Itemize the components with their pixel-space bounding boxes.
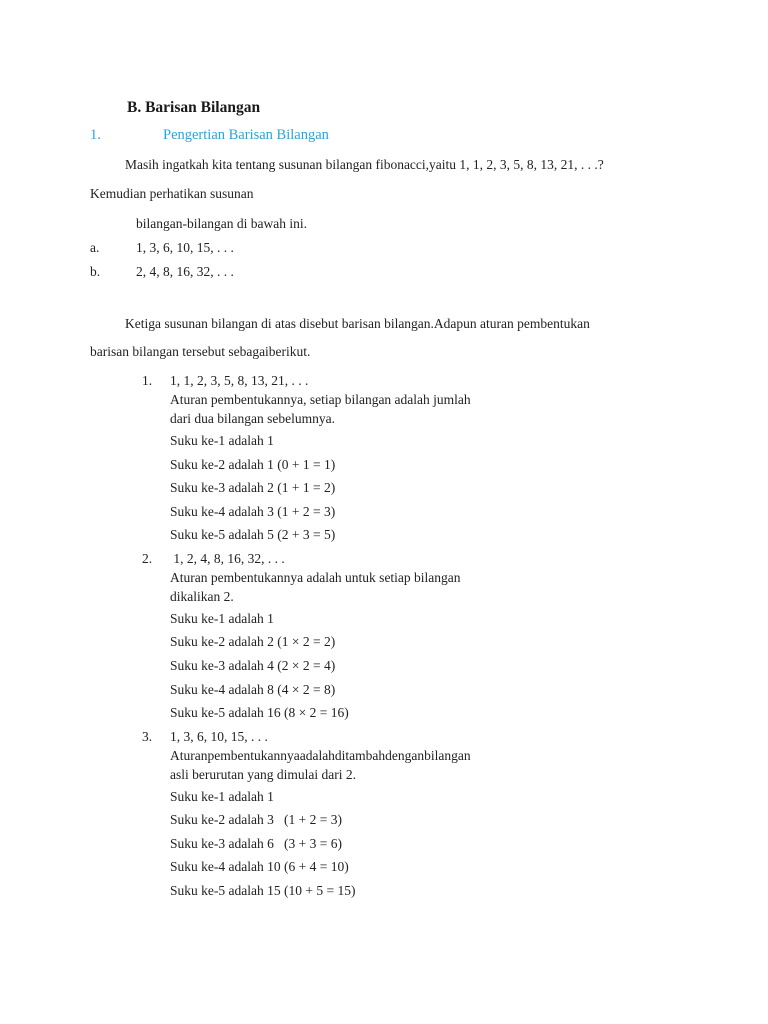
explanation-line-1: Ketiga susunan bilangan di atas disebut barisan bilangan.Adapun aturan pembentukan [125,316,590,331]
term-line: Suku ke-4 adalah 8 (4 × 2 = 8) [170,682,336,697]
rule-number: 2. [142,551,153,566]
term-line: Suku ke-2 adalah 1 (0 + 1 = 1) [170,457,336,472]
rule-description: dari dua bilangan sebelumnya. [170,411,335,426]
rule-description: asli berurutan yang dimulai dari 2. [170,767,356,782]
rule-number: 1. [142,373,153,388]
intro-line-1: Masih ingatkah kita tentang susunan bilangan fibonacci,yaitu 1, 1, 2, 3, 5, 8, 13, 21, . . .? [125,157,604,172]
subsection-number: 1. [90,127,101,143]
rule-description: Aturanpembentukannyaadalahditambahdenganbilangan [170,748,471,763]
term-line: Suku ke-1 adalah 1 [170,789,274,804]
example-label: b. [90,264,101,279]
explanation-line-2: barisan bilangan tersebut sebagaiberikut. [90,344,311,359]
term-line: Suku ke-1 adalah 1 [170,433,274,448]
example-label: a. [90,240,100,255]
intro-line-2: Kemudian perhatikan susunan [90,186,254,201]
subsection-title: Pengertian Barisan Bilangan [163,127,329,143]
rule-description: Aturan pembentukannya, setiap bilangan adalah jumlah [170,392,471,407]
term-line: Suku ke-4 adalah 3 (1 + 2 = 3) [170,504,336,519]
rule-sequence: 1, 1, 2, 3, 5, 8, 13, 21, . . . [170,373,309,388]
term-line: Suku ke-2 adalah 2 (1 × 2 = 2) [170,634,336,649]
rule-sequence: 1, 2, 4, 8, 16, 32, . . . [170,551,285,566]
term-line: Suku ke-1 adalah 1 [170,611,274,626]
example-text: 2, 4, 8, 16, 32, . . . [136,264,234,279]
term-line: Suku ke-3 adalah 2 (1 + 1 = 2) [170,480,336,495]
rule-number: 3. [142,729,153,744]
term-line: Suku ke-3 adalah 4 (2 × 2 = 4) [170,658,336,673]
rule-sequence: 1, 3, 6, 10, 15, . . . [170,729,268,744]
term-line: Suku ke-3 adalah 6 (3 + 3 = 6) [170,836,342,851]
example-text: 1, 3, 6, 10, 15, . . . [136,240,234,255]
term-line: Suku ke-5 adalah 15 (10 + 5 = 15) [170,883,356,898]
section-title: B. Barisan Bilangan [127,99,261,116]
term-line: Suku ke-4 adalah 10 (6 + 4 = 10) [170,859,349,874]
intro-line-3: bilangan-bilangan di bawah ini. [136,216,307,231]
term-line: Suku ke-5 adalah 16 (8 × 2 = 16) [170,705,349,720]
term-line: Suku ke-2 adalah 3 (1 + 2 = 3) [170,812,342,827]
term-line: Suku ke-5 adalah 5 (2 + 3 = 5) [170,527,336,542]
rule-description: Aturan pembentukannya adalah untuk setiap bilangan [170,570,461,585]
rule-description: dikalikan 2. [170,589,234,604]
